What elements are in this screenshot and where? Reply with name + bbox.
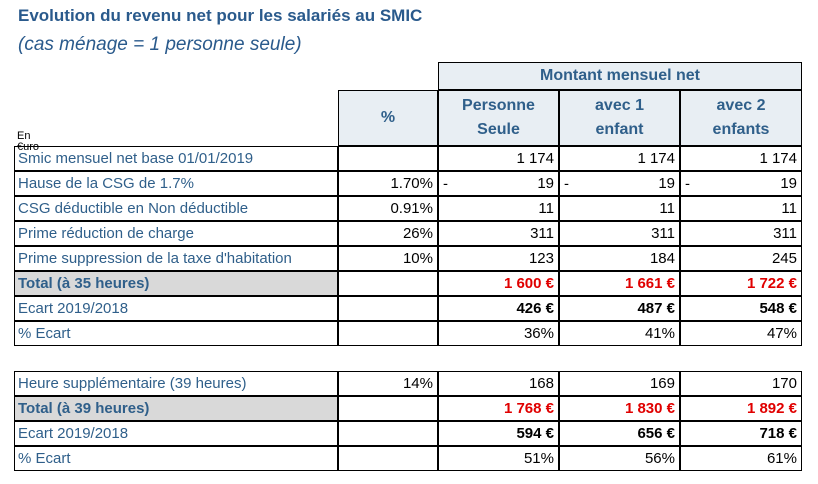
value-text: 1 830 € bbox=[624, 400, 675, 417]
row-pct: 10% bbox=[338, 246, 438, 271]
row-pct: 26% bbox=[338, 221, 438, 246]
row-pct bbox=[338, 396, 438, 421]
row-pct bbox=[338, 296, 438, 321]
minus-sign: - bbox=[564, 175, 569, 192]
row-value-col1 bbox=[438, 196, 559, 221]
value-text: 656 € bbox=[637, 425, 675, 442]
value-text: 168 bbox=[528, 375, 554, 392]
row-value-col2 bbox=[559, 246, 680, 271]
row-label: CSG déductible en Non déductible bbox=[14, 196, 338, 221]
row-value-col2 bbox=[559, 171, 680, 196]
value-text: 311 bbox=[530, 225, 554, 242]
row-value-col2 bbox=[559, 321, 680, 346]
value-text: 718 € bbox=[759, 425, 797, 442]
col2-header bbox=[559, 90, 680, 146]
row-pct: 14% bbox=[338, 371, 438, 396]
row-value-col2 bbox=[559, 371, 680, 396]
row-pct bbox=[338, 321, 438, 346]
row-value-col1 bbox=[438, 296, 559, 321]
col2-header-line1: avec 1 bbox=[595, 97, 644, 114]
row-value-col3 bbox=[680, 321, 802, 346]
col3-header-line1: avec 2 bbox=[716, 97, 766, 114]
col3-header bbox=[680, 90, 802, 146]
row-label: Prime suppression de la taxe d'habitation bbox=[14, 246, 338, 271]
row-value-col3 bbox=[680, 371, 802, 396]
row-value-col1 bbox=[438, 221, 559, 246]
row-label: Total (à 35 heures) bbox=[14, 271, 338, 296]
value-text: 56% bbox=[644, 450, 675, 467]
row-pct bbox=[338, 271, 438, 296]
row-value-col2 bbox=[559, 421, 680, 446]
minus-sign: - bbox=[685, 175, 690, 192]
row-value-col3 bbox=[680, 396, 802, 421]
value-text: 1 661 € bbox=[624, 275, 675, 292]
value-text: 1 892 € bbox=[746, 400, 797, 417]
unit-note: En €uro bbox=[17, 130, 40, 153]
row-value-col1 bbox=[438, 246, 559, 271]
row-value-col3 bbox=[680, 421, 802, 446]
value-text: 19 bbox=[780, 175, 797, 192]
row-label: Ecart 2019/2018 bbox=[14, 296, 338, 321]
row-value-col1 bbox=[438, 396, 559, 421]
col2-header-line2: enfant bbox=[595, 121, 644, 138]
row-value-col3 bbox=[680, 146, 802, 171]
row-value-col1 bbox=[438, 421, 559, 446]
col1-header-line2: Seule bbox=[477, 121, 520, 138]
value-text: 123 bbox=[528, 250, 554, 267]
row-value-col3 bbox=[680, 271, 802, 296]
value-text: 594 € bbox=[516, 425, 554, 442]
row-value-col1 bbox=[438, 146, 559, 171]
col1-header-line1: Personne bbox=[462, 97, 535, 114]
value-text: 426 € bbox=[516, 300, 554, 317]
col1-header bbox=[438, 90, 559, 146]
row-pct: 1.70% bbox=[338, 171, 438, 196]
row-value-col1 bbox=[438, 371, 559, 396]
value-text: 19 bbox=[658, 175, 675, 192]
minus-sign: - bbox=[443, 175, 448, 192]
value-text: 548 € bbox=[759, 300, 797, 317]
row-label: % Ecart bbox=[14, 446, 338, 471]
row-label: Heure supplémentaire (39 heures) bbox=[14, 371, 338, 396]
value-text: 41% bbox=[644, 325, 675, 342]
row-value-col3 bbox=[680, 196, 802, 221]
group-header: Montant mensuel net bbox=[438, 62, 802, 90]
row-pct: 0.91% bbox=[338, 196, 438, 221]
row-value-col2 bbox=[559, 396, 680, 421]
value-text: 11 bbox=[538, 200, 554, 217]
value-text: 184 bbox=[649, 250, 675, 267]
value-text: 19 bbox=[537, 175, 554, 192]
row-value-col2 bbox=[559, 196, 680, 221]
col3-header-line2: enfants bbox=[712, 121, 770, 138]
row-label: Hause de la CSG de 1.7% bbox=[14, 171, 338, 196]
value-text: 51% bbox=[523, 450, 554, 467]
row-label: % Ecart bbox=[14, 321, 338, 346]
value-text: 170 bbox=[771, 375, 797, 392]
row-value-col2 bbox=[559, 446, 680, 471]
row-value-col3 bbox=[680, 296, 802, 321]
row-value-col2 bbox=[559, 296, 680, 321]
value-text: 169 bbox=[649, 375, 675, 392]
page-title: Evolution du revenu net pour les salariés au SMIC bbox=[18, 6, 423, 25]
row-value-col2 bbox=[559, 271, 680, 296]
page-subtitle: (cas ménage = 1 personne seule) bbox=[18, 34, 302, 55]
value-text: 1 600 € bbox=[503, 275, 554, 292]
value-text: 311 bbox=[773, 225, 797, 242]
row-value-col2 bbox=[559, 221, 680, 246]
value-text: 11 bbox=[659, 200, 675, 217]
value-text: 1 174 bbox=[637, 150, 675, 167]
value-text: 11 bbox=[781, 200, 797, 217]
row-pct bbox=[338, 421, 438, 446]
value-text: 245 bbox=[771, 250, 797, 267]
row-value-col2 bbox=[559, 146, 680, 171]
row-label: Total (à 39 heures) bbox=[14, 396, 338, 421]
value-text: 36% bbox=[523, 325, 554, 342]
value-text: 487 € bbox=[637, 300, 675, 317]
value-text: 1 174 bbox=[759, 150, 797, 167]
row-value-col1 bbox=[438, 321, 559, 346]
value-text: 311 bbox=[651, 225, 675, 242]
row-value-col1 bbox=[438, 446, 559, 471]
row-value-col1 bbox=[438, 271, 559, 296]
row-label: Ecart 2019/2018 bbox=[14, 421, 338, 446]
value-text: 1 174 bbox=[516, 150, 554, 167]
value-text: 1 722 € bbox=[746, 275, 797, 292]
row-pct bbox=[338, 446, 438, 471]
value-text: 61% bbox=[766, 450, 797, 467]
value-text: 47% bbox=[766, 325, 797, 342]
value-text: 1 768 € bbox=[503, 400, 554, 417]
row-value-col3 bbox=[680, 446, 802, 471]
pct-header: % bbox=[338, 90, 438, 146]
row-value-col1 bbox=[438, 171, 559, 196]
row-label: Prime réduction de charge bbox=[14, 221, 338, 246]
row-pct bbox=[338, 146, 438, 171]
row-value-col3 bbox=[680, 171, 802, 196]
row-value-col3 bbox=[680, 246, 802, 271]
row-value-col3 bbox=[680, 221, 802, 246]
row-label: Smic mensuel net base 01/01/2019 bbox=[14, 146, 338, 171]
